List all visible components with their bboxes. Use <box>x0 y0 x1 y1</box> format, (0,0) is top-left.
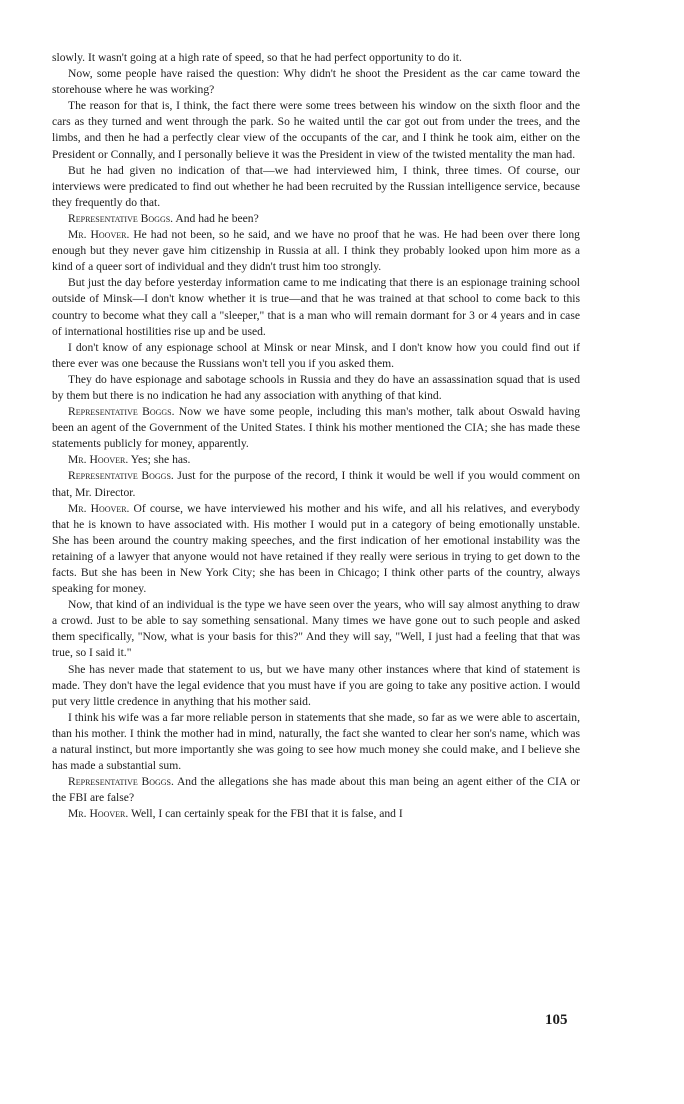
speaker-name: Representative Boggs. <box>68 211 174 225</box>
paragraph: Representative Boggs. Now we have some people, including this man's mother, talk about Oswald having been an agent of the Government of the United States. I think his mother mentioned the CIA; she has made these statements publicly for money, apparently. <box>52 405 581 451</box>
paragraph: The reason for that is, I think, the fact there were some trees between his window on the sixth floor and the cars as they turned and went through the park. So he waited until the car got out from under the trees, and the limbs, and then he had a perfectly clear view of the occupants of the car, and I think he took aim, either on the President or Connally, and I personally believe it was the President in view of the twisted mentality the man had. <box>52 99 580 161</box>
paragraph: She has never made that statement to us, but we have many other instances where that kind of statement is made. They don't have the legal evidence that you must have if you are going to take any positive action. I would put very little credence in anything that his mother said. <box>52 662 580 708</box>
body-text <box>52 50 580 823</box>
page-number: 105 <box>545 1012 568 1028</box>
paragraph: Now, some people have raised the question: Why didn't he shoot the President as the car came toward the storehouse where he was working? <box>52 67 580 97</box>
paragraph: Representative Boggs. Just for the purpose of the record, I think it would be well if you would comment on that, Mr. Director. <box>52 469 580 499</box>
speaker-name: Mr. Hoover. <box>68 501 130 515</box>
paragraph: I don't know of any espionage school at Minsk or near Minsk, and I don't know how you could find out if there ever was one because the Russians won't tell you if you asked them. <box>52 340 580 370</box>
speaker-name: Mr. Hoover. <box>68 228 130 242</box>
speaker-name: Representative Boggs. <box>68 405 175 419</box>
paragraph: They do have espionage and sabotage schools in Russia and they do have an assassination squad that is used by them but there is no indication he had any association with anything of that kind. <box>52 372 580 402</box>
paragraph: Mr. Hoover. Yes; she has. <box>68 453 191 467</box>
paragraph: Mr. Hoover. Of course, we have interviewed his mother and his wife, and all his relatives, and everybody that he is known to have associated with. His mother I would put in a category of being emotionally unstable. She has been around the country making speeches, and the first indication of her emotional instability was the retaining of a lawyer that anyone would not have retained if they really were serious in trying to get down to the facts. But she has been in New York City; she has been in Chicago; I think other parts of the country, always speaking for money. <box>52 501 580 596</box>
paragraph: Mr. Hoover. He had not been, so he said, and we have no proof that he was. He had been over there long enough but they never gave him citizenship in Russia at all. I think they probably looked upon him more as a kind of a queer sort of individual and they didn't trust him too strongly. <box>52 228 580 274</box>
speaker-name: Representative Boggs. <box>68 775 174 789</box>
paragraph: But just the day before yesterday information came to me indicating that there is an espionage training school outside of Minsk—I don't know whether it is true—and that he was trained at that school to come back to this country to become what they call a "sleeper," that is a man who will remain dormant for 3 or 4 years and in case of international hostilities rise up and be used. <box>52 276 580 338</box>
paragraph: Now, that kind of an individual is the type we have seen over the years, who will say almost anything to draw a crowd. Just to be able to say something sensational. Many times we have gone out to such people and asked them specifically, "Now, what is your basis for this?" And they will say, "Well, I just had a feeling that that was true, so I said it." <box>52 598 580 660</box>
speaker-name: Mr. Hoover. <box>68 807 129 821</box>
paragraph: I think his wife was a far more reliable person in statements that she made, so far as we were able to ascertain, than his mother. I think the mother had in mind, naturally, the fact she wanted to clear her son's name, which was a natural instinct, but more importantly she was going to see how much money she could make, and I believe she has made a substantial sum. <box>52 710 580 773</box>
paragraph: Representative Boggs. And had he been? <box>68 211 259 225</box>
paragraph: Representative Boggs. And the allegations she has made about this man being an agent either of the CIA or the FBI are false? <box>52 775 580 805</box>
paragraph: slowly. It wasn't going at a high rate of speed, so that he had perfect opportunity to do it. <box>52 51 462 64</box>
speaker-name: Mr. Hoover. <box>68 453 129 467</box>
paragraph: But he had given no indication of that—we had interviewed him, I think, three times. Of course, our interviews were predicated to find out whether he had been recruited by the Russian intelligence service, because they frequently do that. <box>52 163 580 209</box>
paragraph: Mr. Hoover. Well, I can certainly speak for the FBI that it is false, and I <box>68 807 403 821</box>
speaker-name: Representative Boggs. <box>68 469 174 483</box>
